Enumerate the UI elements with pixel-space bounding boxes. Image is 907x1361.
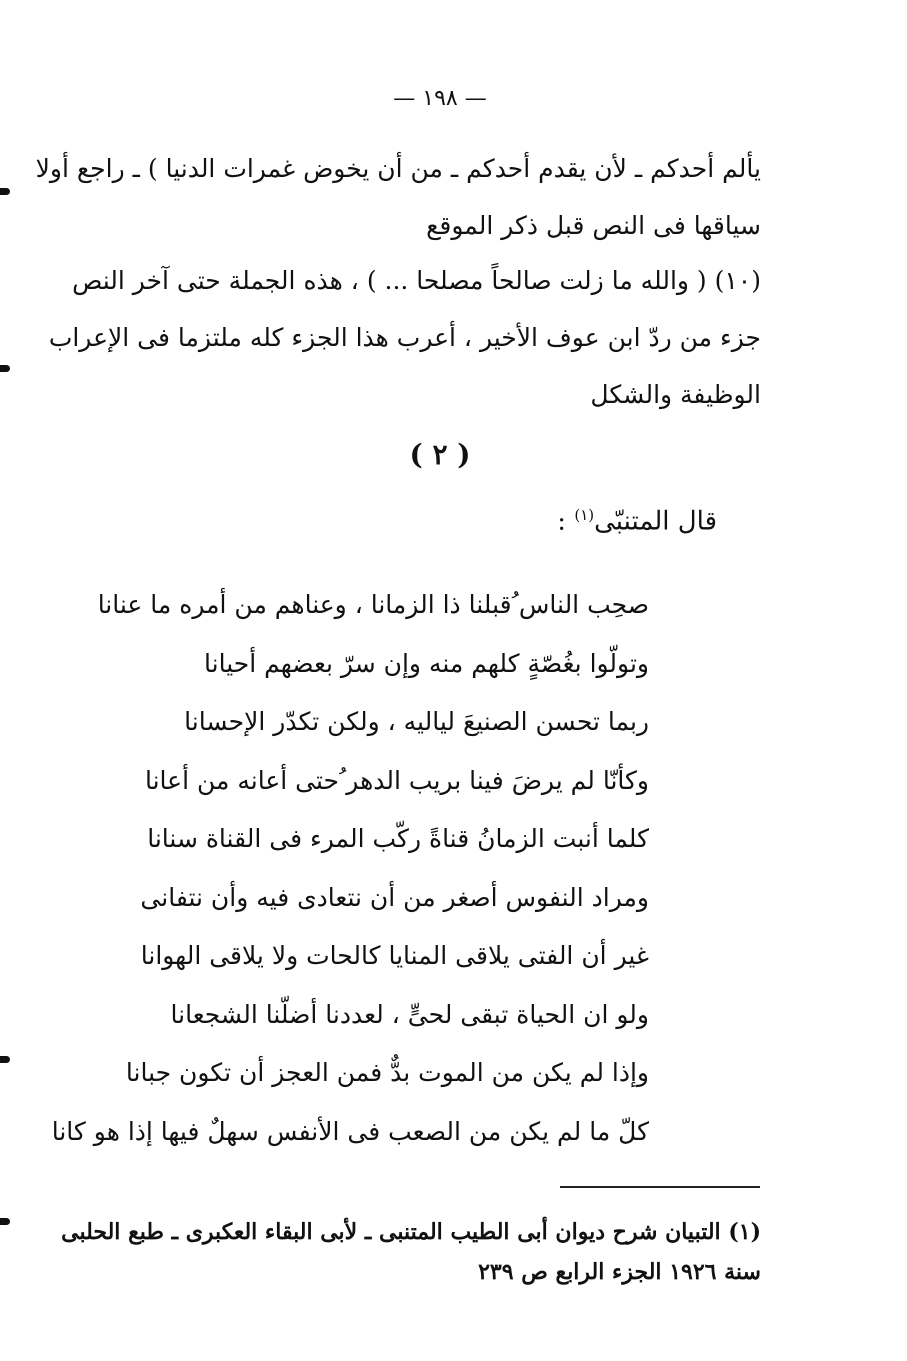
poem-verse: وتولّوا بغُصّةٍ كلهم منه وإن سرّ بعضهم أحيانا — [204, 648, 649, 678]
note-paragraph-10 — [48, 252, 761, 423]
text-line: سياقها فى النص قبل ذكر الموقع — [426, 211, 761, 240]
text-line: الوظيفة والشكل — [590, 380, 761, 409]
section-number: ( ٢ ) — [409, 438, 471, 471]
margin-mark — [0, 365, 10, 372]
footnote-divider — [560, 1186, 760, 1188]
margin-mark — [0, 1056, 10, 1063]
poem-verse: ولو ان الحياة تبقى لحىٍّ ، لعددنا أضلّنا الشجعانا — [170, 999, 649, 1029]
footnote — [61, 1212, 761, 1292]
poem-verse: ربما تحسن الصنيعَ لياليه ، ولكن تكدّر الإحسانا — [184, 707, 649, 736]
poem-verse: وإذا لم يكن من الموت بدٌّ فمن العجز أن تكون جبانا — [125, 1058, 649, 1087]
intro-colon: : — [557, 506, 567, 537]
page-number: — ١٩٨ — — [393, 86, 487, 111]
poem — [51, 580, 649, 1165]
margin-mark — [0, 188, 10, 195]
footnote-reference: (١) — [574, 506, 595, 524]
intro-text: قال المتنبّى — [594, 506, 717, 537]
text-line: يألم أحدكم ـ لأن يقدم أحدكم ـ من أن يخوض غمرات الدنيا ) ـ راجع أولا — [35, 154, 761, 183]
poem-verse: ومراد النفوس أصغر من أن نتعادى فيه وأن نتفانى — [140, 882, 649, 912]
poem-verse: كلّ ما لم يكن من الصعب فى الأنفس سهلٌ فيها إذا هو كانا — [51, 1116, 649, 1146]
text-line: (١٠) ( والله ما زلت صالحاً مصلحا ... ) ، هذه الجملة حتى آخر النص — [72, 266, 761, 295]
margin-mark — [0, 1218, 10, 1225]
poem-verse: غير أن الفتى يلاقى المنايا كالحات ولا يلاقى الهوانا — [140, 941, 649, 970]
footnote-line: سنة ١٩٢٦ الجزء الرابع ص ٢٣٩ — [478, 1259, 761, 1285]
poem-verse: وكأنّا لم يرضَ فينا بريب الدهر ُحتى أعانه من أعانا — [144, 765, 649, 795]
poem-verse: صحِب الناس ُقبلنا ذا الزمانا ، وعناهم من أمره ما عنانا — [97, 590, 649, 619]
poem-introduction — [557, 506, 717, 537]
paragraph-continuation — [35, 140, 761, 254]
text-line: جزء من ردّ ابن عوف الأخير ، أعرب هذا الجزء كله ملتزما فى الإعراب — [48, 323, 761, 352]
footnote-line: (١) التبيان شرح ديوان أبى الطيب المتنبى ـ لأبى البقاء العكبرى ـ طبع الحلبى — [61, 1219, 761, 1245]
poem-verse: كلما أنبت الزمانُ قناةً ركّب المرء فى القناة سنانا — [147, 824, 649, 853]
